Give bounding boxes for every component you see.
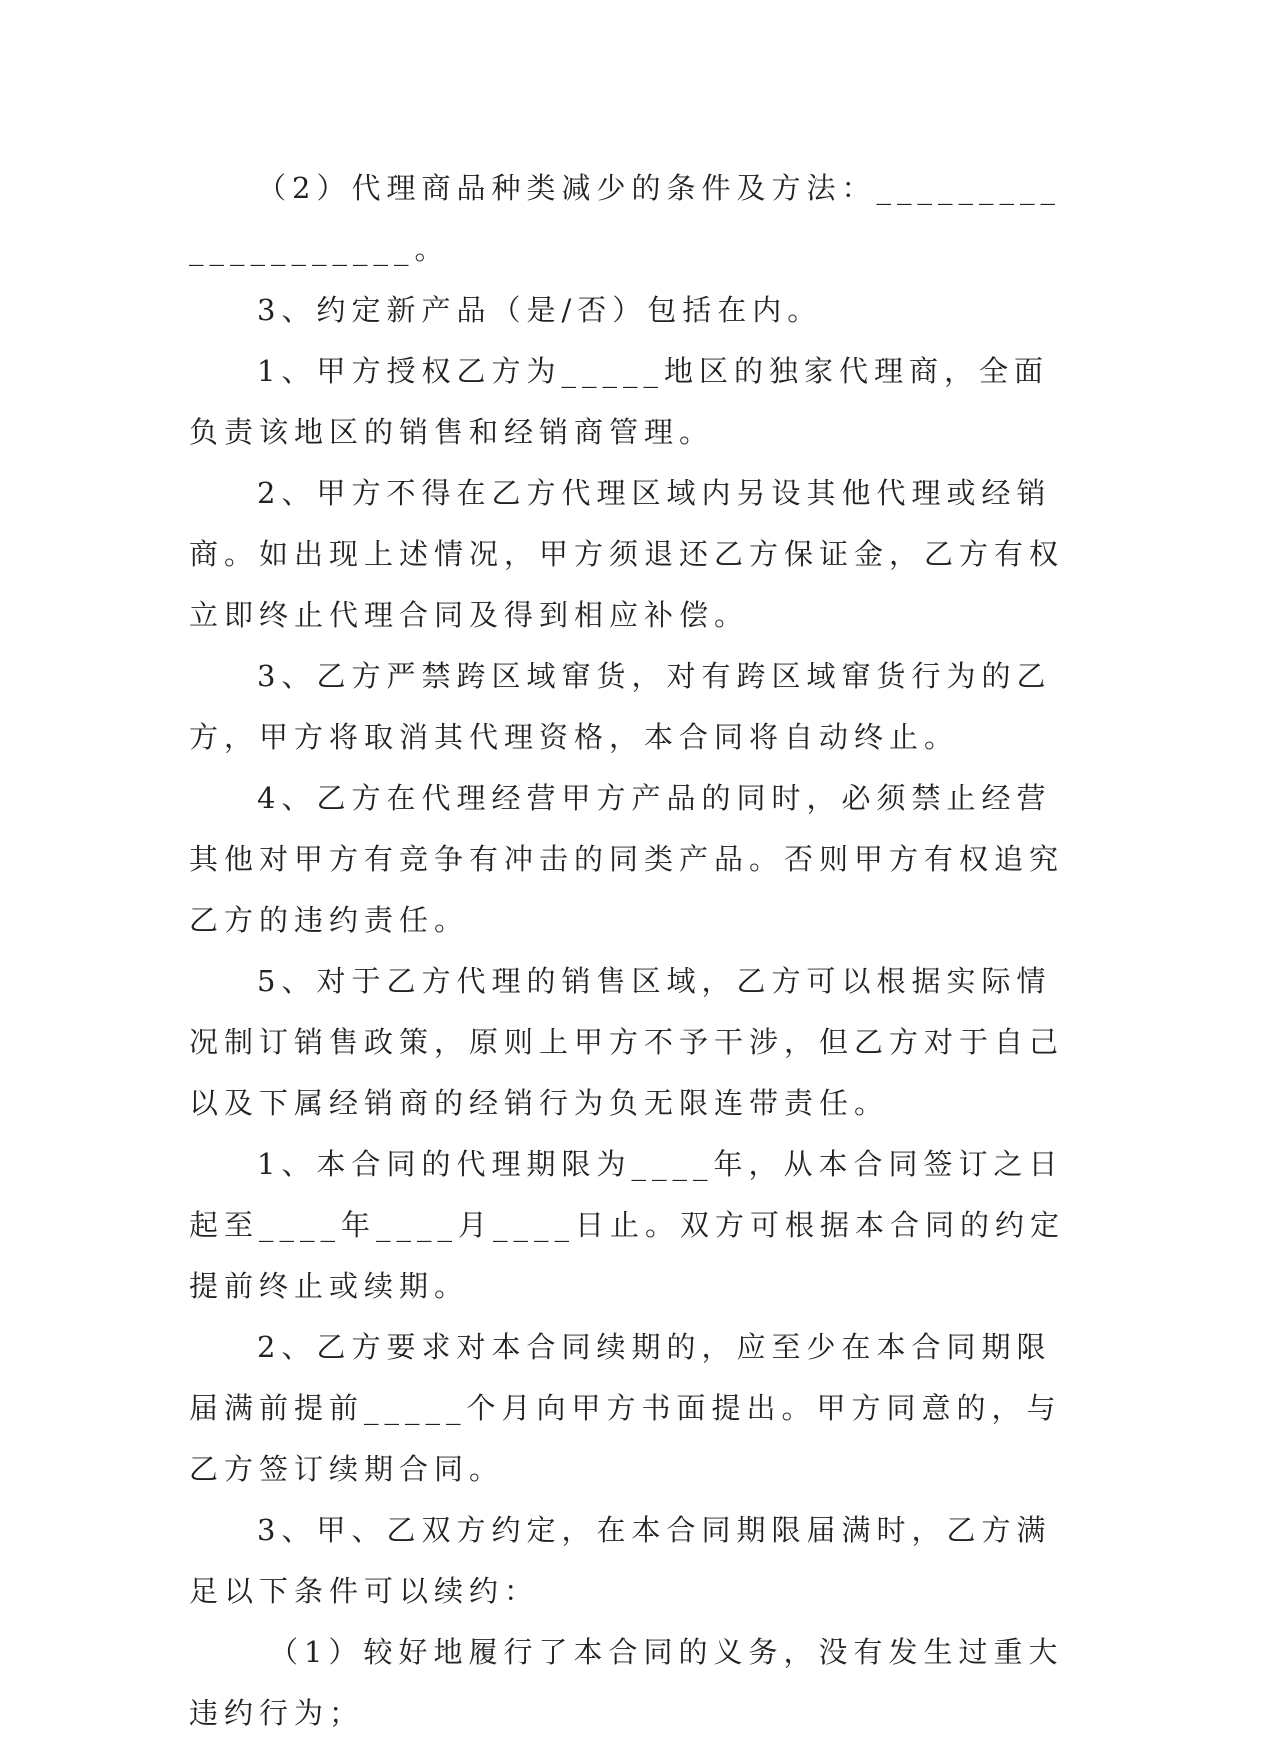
paragraph-cross-region-ban: 3、乙方严禁跨区域窜货，对有跨区域窜货行为的乙方，甲方将取消其代理资格，本合同将自动终止。 (189, 659, 1052, 754)
paragraph-renewal-conditions: 3、甲、乙双方约定，在本合同期限届满时，乙方满足以下条件可以续约： (189, 1513, 1052, 1608)
document-body (189, 158, 1069, 1744)
paragraph-condition-1: （1）较好地履行了本合同的义务，没有发生过重大违约行为； (189, 1635, 1064, 1730)
paragraph-sales-policy: 5、对于乙方代理的销售区域，乙方可以根据实际情况制订销售政策，原则上甲方不予干涉，但乙方对于自己以及下属经销商的经销行为负无限连带责任。 (189, 964, 1065, 1120)
paragraph-reduction-conditions: （2）代理商品种类减少的条件及方法：____________________。 (189, 171, 1061, 266)
paragraph-no-other-agents: 2、甲方不得在乙方代理区域内另设其他代理或经销商。如出现上述情况，甲方须退还乙方保证金，乙方有权立即终止代理合同及得到相应补偿。 (189, 476, 1065, 632)
paragraph-exclusive-agent: 1、甲方授权乙方为_____地区的独家代理商，全面负责该地区的销售和经销商管理。 (189, 354, 1049, 449)
paragraph-new-products: 3、约定新产品（是/否）包括在内。 (257, 293, 823, 327)
paragraph-agency-term: 1、本合同的代理期限为____年，从本合同签订之日起至____年____月____日止。双方可根据本合同的约定提前终止或续期。 (189, 1147, 1066, 1303)
paragraph-competing-products: 4、乙方在代理经营甲方产品的同时，必须禁止经营其他对甲方有竞争有冲击的同类产品。否则甲方有权追究乙方的违约责任。 (189, 781, 1065, 937)
paragraph-renewal-request: 2、乙方要求对本合同续期的，应至少在本合同期限届满前提前_____个月向甲方书面提出。甲方同意的，与乙方签订续期合同。 (189, 1330, 1062, 1486)
